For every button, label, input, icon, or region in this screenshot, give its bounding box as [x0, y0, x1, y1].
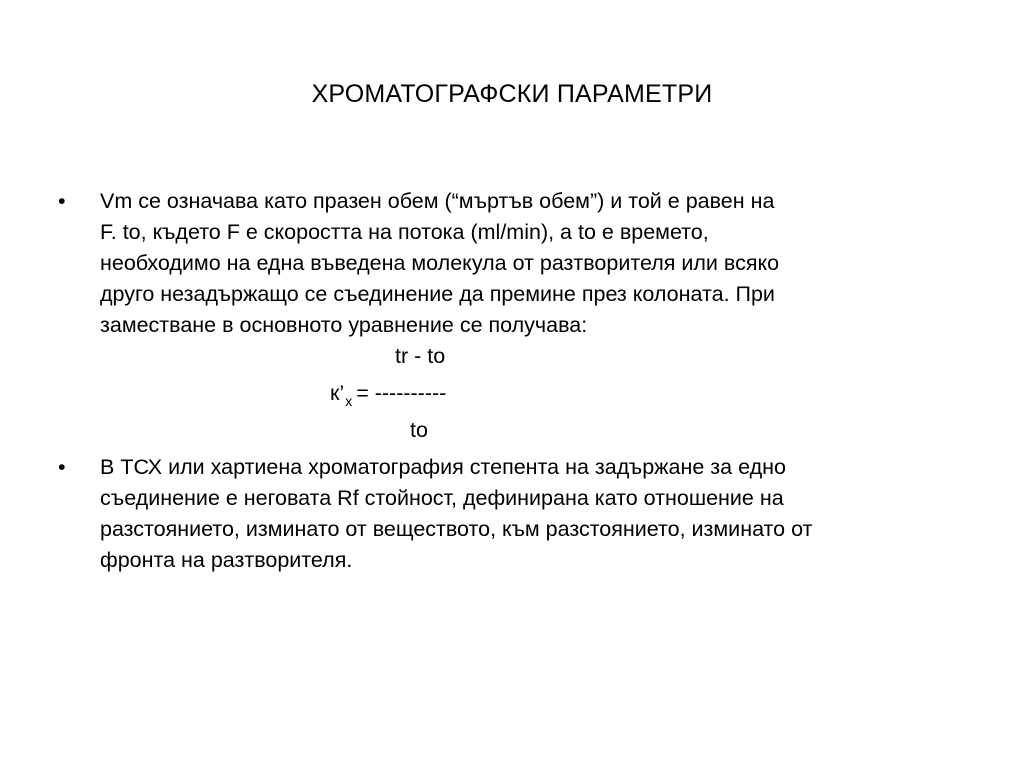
formula-main-line: [330, 378, 446, 411]
slide-title: ХРОМАТОГРАФСКИ ПАРАМЕТРИ: [311, 80, 713, 108]
bullet-text-line: съединение е неговата Rf стойност, дефинирана като отношение на: [100, 486, 784, 510]
bullet-item-vm: [58, 186, 968, 341]
bullet-text-line: заместване в основното уравнение се получава:: [100, 313, 588, 337]
bullet-marker: •: [58, 455, 66, 479]
bullet-text-line: разстоянието, изминато от веществото, към разстоянието, изминато от: [100, 517, 813, 541]
bullet-marker: •: [58, 189, 66, 213]
bullet-text-line: F. to, където F е скоростта на потока (ml/min), а to е времето,: [100, 220, 709, 244]
formula-fraction-bar: = ----------: [356, 381, 447, 405]
bullet-text-line: друго незадържащо се съединение да премине през колоната. При: [100, 282, 775, 306]
bullet-text-line: Vm се означава като празен обем (“мъртъв обем”) и той е равен на: [100, 189, 775, 213]
bullet-text-line: фронта на разтворителя.: [100, 548, 353, 572]
formula-denominator: to: [410, 418, 428, 442]
bullet-text-line: необходимо на една въведена молекула от разтворителя или всяко: [100, 251, 780, 275]
bullet-text-line: В ТСХ или хартиена хроматография степента на задържане за едно: [100, 455, 786, 479]
retention-factor-formula: [58, 341, 968, 452]
formula-subscript: x: [345, 393, 353, 409]
slide-content: [58, 186, 968, 576]
bullet-item-rf: [58, 452, 968, 576]
formula-symbol: к’: [330, 381, 345, 405]
formula-numerator: tr - to: [395, 344, 446, 368]
